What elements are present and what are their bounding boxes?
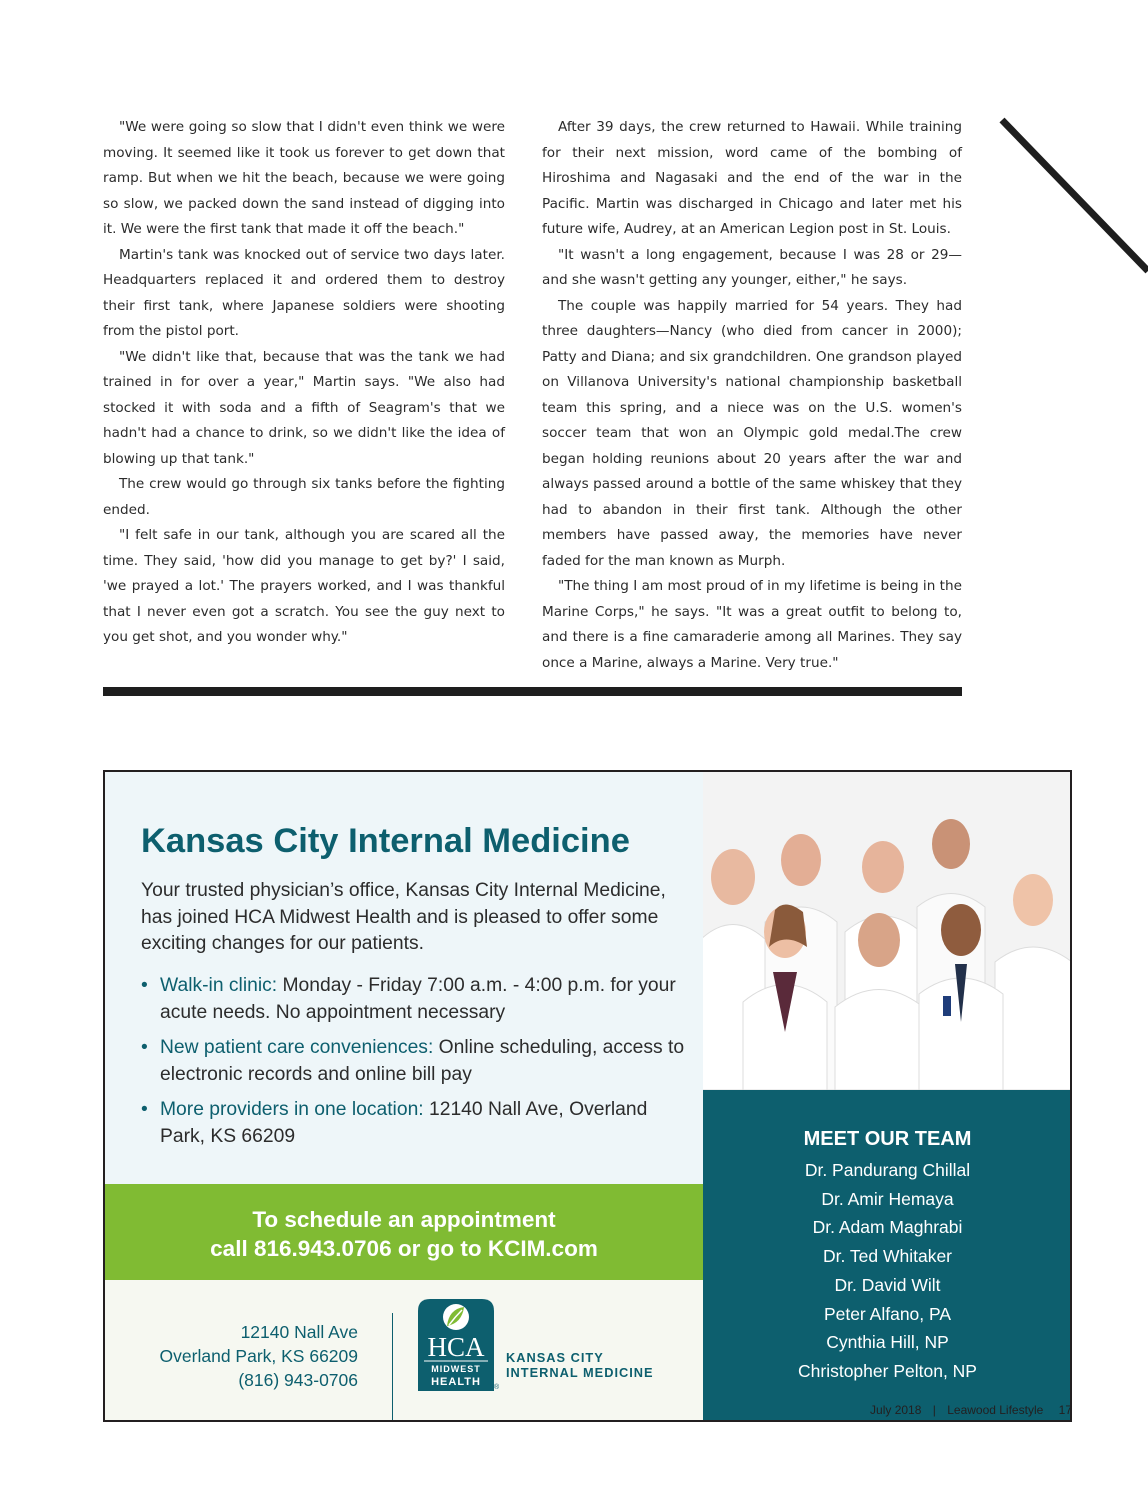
article-paragraph: Martin's tank was knocked out of service two days later. Headquarters replaced it and ordered them to destroy their first tank, where Japanese soldiers were shooting from the pistol port. — [103, 246, 505, 339]
ad-feature-text: 12140 Nall Ave, Overland Park, KS 66209 — [160, 1099, 648, 1147]
kcim-wordmark — [506, 1350, 654, 1380]
section-divider-rule — [103, 687, 962, 696]
cta-line-1: To schedule an appointment — [252, 1207, 556, 1232]
article-left-column — [103, 115, 505, 651]
article-paragraph: "It wasn't a long engagement, because I was 28 or 29—and she wasn't getting any younger, either," he says. — [542, 246, 962, 288]
page-footer — [0, 1403, 1072, 1417]
logo-hca-text: HCA — [427, 1332, 485, 1362]
bullet-icon: • — [141, 1037, 148, 1058]
article-paragraph: The crew would go through six tanks before the fighting ended. — [103, 476, 505, 518]
team-member-list — [703, 1156, 1072, 1386]
ad-feature-label: New patient care conveniences: — [160, 1037, 434, 1058]
ad-feature-label: Walk-in clinic: — [160, 975, 278, 996]
article-paragraph: "We didn't like that, because that was the tank we had trained in for over a year," Martin says. "We also had stocked it with soda and a fifth of Seagram's that we hadn't had a chance to drink, so we didn't like the idea of blowing up that tank." — [103, 348, 505, 467]
ad-left-panel — [105, 772, 703, 1422]
page-number: 17 — [1058, 1403, 1072, 1417]
kcim-line-1: KANSAS CITY — [506, 1350, 604, 1365]
team-member: Peter Alfano, PA — [823, 1303, 952, 1324]
article-paragraph: "We were going so slow that I didn't even think we were moving. It seemed like it took us forever to get down that ramp. But when we hit the beach, because we were going so slow, we packed down the sand instead of digging into it. We were the first tank that made it off the beach." — [103, 119, 505, 237]
article-paragraph: After 39 days, the crew returned to Hawaii. While training for their next mission, word came of the bombing of Hiroshima and Nagasaki and the end of the war in the Pacific. Martin was discharged in Chicago and later met his future wife, Audrey, at an American Legion post in St. Louis. — [542, 119, 962, 237]
article-paragraph: "The thing I am most proud of in my lifetime is being in the Marine Corps," he says. "It was a great outfit to belong to, and there is a fine camaraderie among all Marines. They say once a Marine, always a Marine. Very true." — [542, 578, 962, 671]
team-member: Cynthia Hill, NP — [826, 1332, 949, 1353]
team-member: Dr. Ted Whitaker — [822, 1246, 953, 1267]
ad-feature-label: More providers in one location: — [160, 1099, 424, 1120]
address-phone: (816) 943-0706 — [238, 1370, 358, 1390]
bullet-icon: • — [141, 975, 148, 996]
article-paragraph: "I felt safe in our tank, although you are scared all the time. They said, 'how did you manage to get by?' I said, 'we prayed a lot.' The prayers worked, and I was thankful that I never even got a scratch. You see the guy next to you get shot, and you wonder why." — [103, 527, 505, 645]
ad-feature-item — [141, 972, 686, 1026]
article-right-column — [542, 115, 962, 676]
logo-midwest-text: MIDWEST — [431, 1364, 481, 1374]
ad-feature-item — [141, 1096, 686, 1150]
physician-team-photo — [703, 772, 1072, 1090]
team-member: Dr. Adam Maghrabi — [812, 1217, 963, 1238]
ad-right-panel — [703, 772, 1072, 1422]
address-city: Overland Park, KS 66209 — [159, 1346, 358, 1366]
footer-publication: Leawood Lifestyle — [947, 1403, 1044, 1417]
ad-call-to-action — [105, 1184, 703, 1280]
kcim-line-2: INTERNAL MEDICINE — [506, 1365, 654, 1380]
footer-date: July 2018 — [870, 1403, 922, 1417]
meet-our-team-panel — [703, 1090, 1072, 1422]
bullet-icon: • — [141, 1099, 148, 1120]
ad-intro: Your trusted physician’s office, Kansas City Internal Medicine, has joined HCA Midwest Health and is pleased to offer some exciting changes for our patients. — [141, 880, 666, 954]
team-member: Dr. Amir Hemaya — [821, 1188, 954, 1209]
kcim-advertisement — [103, 770, 1072, 1422]
article-paragraph: The couple was happily married for 54 years. They had three daughters—Nancy (who died from cancer in 2000); Patty and Diana; and six grandchildren. One grandson played on Villanova University's national championship basketball team this spring, and a niece was on the U.S. women's soccer team that won an Olympic gold medal.The crew began holding reunions about 20 years after the war and always passed around a bottle of the same whiskey that they had to abandon in their first tank. Although the other members have passed away, the memories have never faded for the man known as Murph. — [542, 297, 962, 569]
ad-feature-text: Online scheduling, access to electronic records and online bill pay — [160, 1037, 685, 1085]
team-member: Christopher Pelton, NP — [798, 1360, 977, 1381]
team-member: Dr. David Wilt — [834, 1274, 941, 1295]
ad-info-section — [105, 772, 703, 1184]
hca-midwest-health-logo — [418, 1299, 494, 1391]
logo-health-text: HEALTH — [431, 1376, 481, 1388]
address-street: 12140 Nall Ave — [240, 1322, 358, 1342]
ad-feature-list — [141, 972, 686, 1158]
ad-feature-text: Monday - Friday 7:00 a.m. - 4:00 p.m. for your acute needs. No appointment necessary — [160, 975, 676, 1023]
footer-separator: | — [932, 1403, 936, 1417]
team-member: Dr. Pandurang Chillal — [804, 1160, 971, 1180]
registered-mark: ® — [494, 1384, 500, 1391]
team-heading: MEET OUR TEAM — [803, 1128, 972, 1150]
decorative-diagonal-line — [998, 116, 1148, 276]
ad-address-block — [160, 1320, 358, 1392]
ad-feature-item — [141, 1034, 686, 1088]
ad-title: Kansas City Internal Medicine — [141, 822, 630, 860]
ad-contact-footer — [105, 1280, 703, 1422]
cta-line-2: call 816.943.0706 or go to KCIM.com — [210, 1236, 598, 1261]
